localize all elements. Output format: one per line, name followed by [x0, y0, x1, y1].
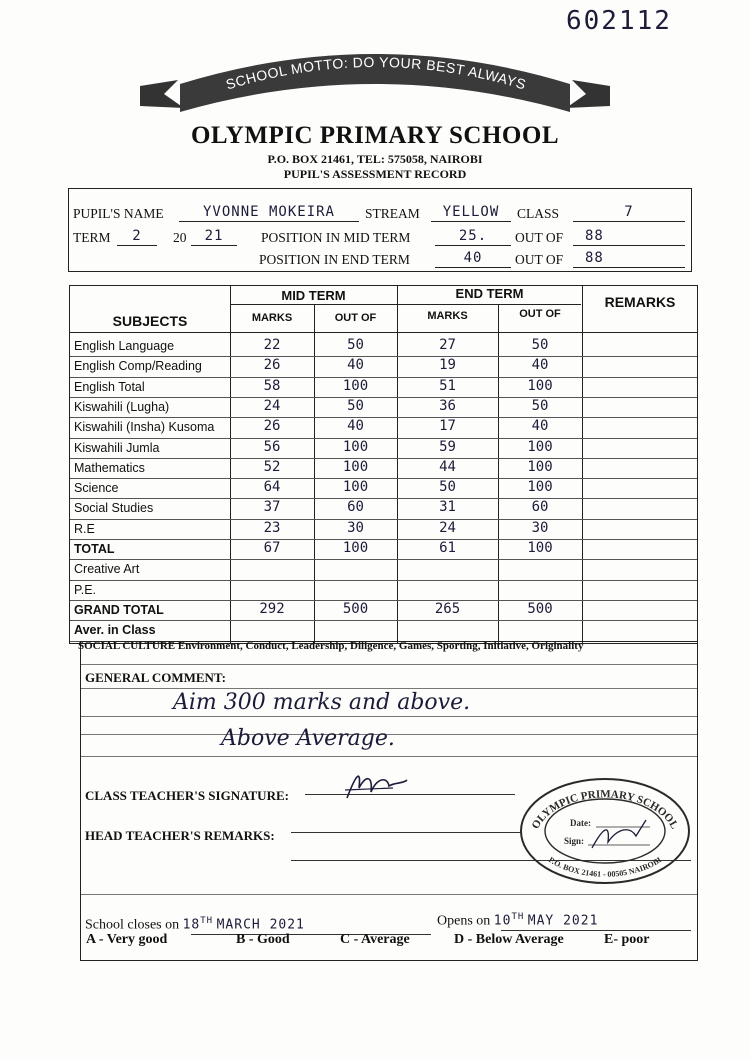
head-teacher-remarks-line	[291, 832, 521, 833]
school-closes-date: MARCH 2021	[216, 917, 305, 933]
end-marks-cell: 19	[439, 357, 456, 374]
general-comment-line-2: Above Average.	[221, 726, 395, 751]
motto-banner	[140, 46, 610, 116]
mid-marks-cell: 37	[263, 499, 281, 516]
pos-mid-value: 25.	[458, 228, 488, 244]
out-of-end-label: OUT OF	[515, 252, 564, 267]
row-line	[70, 620, 697, 621]
stamp-signature	[592, 820, 646, 848]
school-name: OLYMPIC PRIMARY SCHOOL	[190, 122, 559, 149]
end-out-cell: 60	[531, 499, 549, 516]
class-teacher-signature-label: CLASS TEACHER'S SIGNATURE:	[85, 788, 289, 803]
col-line	[582, 286, 583, 643]
school-address: P.O. BOX 21461, TEL: 575058, NAIROBI	[267, 152, 483, 166]
rule	[81, 688, 697, 689]
mid-out-cell: 40	[347, 357, 364, 374]
class-teacher-signature	[343, 768, 413, 804]
grade-e: E- poor	[604, 932, 650, 947]
remarks-header: REMARKS	[604, 294, 676, 310]
mid-marks-header: MARKS	[251, 312, 293, 324]
year-field	[191, 227, 237, 246]
mid-out-cell: 100	[342, 458, 369, 475]
subject-cell: GRAND TOTAL	[74, 602, 164, 617]
general-comment-label: GENERAL COMMENT:	[85, 670, 226, 685]
subject-cell: English Language	[74, 339, 175, 353]
pupil-name-label: PUPIL'S NAME	[73, 206, 164, 221]
subject-cell: Kiswahili (Lugha)	[74, 399, 170, 414]
mid-marks-cell: 26	[263, 418, 281, 435]
out-of-mid-value: 88	[585, 228, 604, 244]
mid-marks-cell: 64	[263, 479, 281, 496]
school-closes-suffix: TH	[200, 916, 214, 926]
class-value: 7	[624, 204, 634, 220]
class-label: CLASS	[517, 206, 560, 221]
mid-out-cell: 100	[342, 540, 369, 556]
end-out-cell: 100	[527, 438, 553, 455]
rule	[81, 664, 697, 665]
social-culture-items: Environment, Conduct, Leadership, Diligence, Games, Sporting, Initiative, Originality	[177, 640, 584, 652]
subject-cell: TOTAL	[74, 542, 115, 556]
pupil-name-field	[179, 203, 359, 222]
mid-out-cell: 100	[342, 438, 369, 455]
mid-out-cell: 100	[342, 479, 369, 496]
grade-a: A - Very good	[86, 932, 168, 947]
end-out-cell: 50	[531, 397, 549, 414]
mid-marks-cell: 24	[263, 397, 281, 414]
pos-end-field	[435, 249, 511, 268]
school-opens-day: 10	[493, 913, 512, 929]
subject-cell: English Comp/Reading	[74, 359, 202, 374]
mid-out-header: OUT OF	[334, 312, 377, 324]
end-out-header: OUT OF	[519, 308, 561, 320]
pupil-name-value: YVONNE MOKEIRA	[202, 204, 335, 220]
school-stamp	[518, 776, 692, 886]
stamp-sign-label: Sign:	[564, 836, 585, 846]
end-term-header: END TERM	[455, 286, 524, 301]
end-marks-cell: 61	[439, 540, 456, 556]
stream-label: STREAM	[365, 206, 420, 221]
end-marks-cell: 44	[439, 458, 456, 475]
end-marks-cell: 31	[439, 499, 456, 516]
term-field	[117, 227, 157, 246]
rule	[81, 894, 697, 895]
end-out-cell: 100	[527, 540, 553, 556]
end-out-cell: 100	[527, 458, 553, 475]
document-number: 602112	[566, 6, 672, 36]
mid-out-cell: 100	[342, 377, 369, 394]
out-of-end-value: 88	[585, 250, 604, 266]
mid-marks-cell: 22	[263, 337, 281, 353]
head-teacher-remarks-label: HEAD TEACHER'S REMARKS:	[85, 828, 275, 843]
pos-mid-label: POSITION IN MID TERM	[261, 230, 411, 245]
mid-term-header: MID TERM	[281, 288, 346, 303]
end-out-cell: 40	[531, 418, 549, 435]
end-out-cell: 100	[527, 479, 553, 496]
term-label: TERM	[73, 230, 111, 245]
subject-cell: English Total	[74, 379, 145, 394]
social-culture-row	[78, 640, 583, 652]
social-culture-label: SOCIAL CULTURE	[78, 640, 176, 652]
year-prefix: 20	[173, 230, 187, 245]
end-marks-cell: 51	[439, 377, 456, 394]
rule	[81, 756, 697, 757]
term-value: 2	[132, 228, 142, 244]
grade-d: D - Below Average	[454, 932, 564, 947]
out-of-mid-label: OUT OF	[515, 230, 564, 245]
motto-text: SCHOOL MOTTO: DO YOUR BEST ALWAYS	[223, 53, 529, 93]
stamp-bottom-text: P.O. BOX 21461 - 00505 NAIROBI	[547, 855, 663, 879]
school-opens-suffix: TH	[511, 912, 525, 922]
mid-marks-cell: 58	[263, 377, 281, 394]
subject-cell: Social Studies	[74, 501, 154, 516]
end-out-cell: 100	[527, 377, 553, 394]
end-marks-cell: 24	[439, 519, 456, 536]
pos-end-label: POSITION IN END TERM	[259, 252, 410, 267]
general-comment-line-1: Aim 300 marks and above.	[173, 690, 471, 715]
stream-value: YELLOW	[442, 204, 500, 220]
header-line	[70, 332, 697, 333]
end-marks-cell: 265	[434, 600, 461, 617]
school-opens	[437, 912, 598, 930]
row-line	[70, 559, 697, 560]
school-opens-label: Opens on	[437, 913, 491, 929]
school-opens-date: MAY 2021	[527, 913, 599, 929]
school-closes-day: 18	[182, 917, 201, 933]
out-of-end-field	[573, 249, 685, 268]
subject-cell: Creative Art	[74, 562, 140, 577]
year-value: 21	[204, 228, 224, 244]
subject-cell: Aver. in Class	[74, 623, 156, 638]
mid-marks-cell: 26	[263, 357, 281, 374]
end-out-cell: 50	[531, 337, 549, 353]
school-closes	[85, 916, 305, 934]
grade-b: B - Good	[236, 932, 290, 947]
subjects-header: SUBJECTS	[112, 313, 188, 329]
mid-marks-cell: 52	[263, 458, 281, 475]
class-field	[573, 203, 685, 222]
end-marks-cell: 50	[439, 479, 456, 496]
pos-mid-field	[435, 227, 511, 246]
subject-cell: Mathematics	[74, 460, 145, 475]
mid-out-cell: 60	[347, 499, 364, 516]
stamp-top-text: OLYMPIC PRIMARY SCHOOL	[529, 788, 681, 832]
end-marks-header: MARKS	[427, 310, 468, 322]
end-marks-cell: 59	[439, 438, 456, 455]
mid-marks-cell: 23	[263, 519, 281, 536]
header-line	[230, 304, 581, 305]
mid-out-cell: 50	[347, 397, 364, 414]
pupil-info-box	[68, 188, 692, 272]
rule	[81, 716, 697, 717]
stamp-date-label: Date:	[570, 818, 591, 828]
subject-cell: Kiswahili Jumla	[74, 440, 160, 455]
end-out-cell: 500	[527, 600, 553, 617]
end-out-cell: 40	[531, 357, 549, 374]
subject-cell: Science	[74, 481, 119, 496]
subject-cell: P.E.	[74, 582, 97, 597]
school-closes-label: School closes on	[85, 917, 180, 933]
out-of-mid-field	[573, 227, 685, 246]
mid-out-cell: 500	[342, 600, 369, 617]
opens-line	[501, 930, 691, 931]
mid-out-cell: 40	[347, 418, 364, 435]
mid-marks-cell: 67	[263, 540, 281, 556]
pos-end-value: 40	[463, 250, 483, 266]
mid-marks-cell: 292	[259, 600, 285, 617]
mid-out-cell: 30	[347, 519, 364, 536]
marks-table	[69, 285, 698, 644]
row-line	[70, 580, 697, 581]
subject-cell: Kiswahili (Insha) Kusoma	[74, 420, 215, 435]
grade-c: C - Average	[340, 932, 410, 947]
end-marks-cell: 36	[439, 397, 456, 414]
end-marks-cell: 27	[439, 337, 456, 353]
mid-out-cell: 50	[347, 337, 364, 353]
subject-cell: R.E	[74, 521, 95, 536]
end-out-cell: 30	[531, 519, 549, 536]
end-marks-cell: 17	[439, 418, 456, 435]
record-title: PUPIL'S ASSESSMENT RECORD	[283, 167, 467, 181]
stream-field	[431, 203, 511, 222]
mid-marks-cell: 56	[263, 438, 281, 455]
